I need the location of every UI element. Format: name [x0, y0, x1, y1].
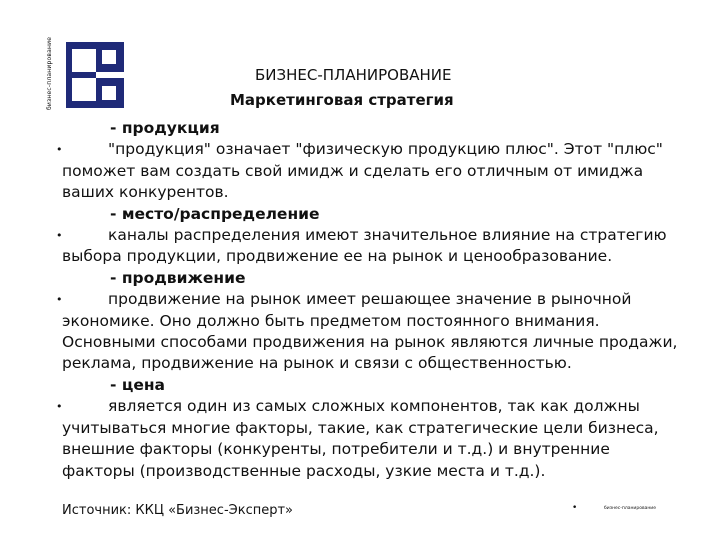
section-product [56, 118, 682, 204]
logo-vertical-text: бизнес-планирование [46, 36, 53, 110]
section-place [56, 204, 682, 268]
section-heading: - место/распределение [110, 204, 320, 223]
bullet-icon: • [56, 229, 63, 243]
section-text: "продукция" означает "физическую продукцию плюс". Этот "плюс" поможет вам создать свой имидж и сделать его отличным от имиджа ваших конкурентов. [62, 140, 663, 202]
section-text: продвижение на рынок имеет решающее значение в рыночной экономике. Оно должно быть предметом постоянного внимания. Основными способами продвижения на рынок являются личные продажи, реклама, продвижение на рынок и связи с общественностью. [62, 290, 678, 373]
content-body [56, 118, 682, 482]
bullet-icon: • [56, 143, 63, 157]
section-promotion [56, 268, 682, 375]
page-subtitle: Маркетинговая стратегия [230, 91, 454, 109]
section-price [56, 375, 682, 482]
section-paragraph [56, 225, 682, 268]
bullet-icon: • [56, 400, 63, 414]
footer-bullet-icon: • [572, 503, 578, 513]
section-heading: - продвижение [110, 268, 246, 287]
source-note: Источник: ККЦ «Бизнес-Эксперт» [62, 503, 293, 518]
section-paragraph [56, 396, 682, 482]
section-paragraph [56, 289, 682, 375]
section-paragraph [56, 139, 682, 203]
page-title: БИЗНЕС-ПЛАНИРОВАНИЕ [255, 66, 452, 84]
footer-label: бизнес-планирование [604, 506, 656, 511]
section-text: каналы распределения имеют значительное влияние на стратегию выбора продукции, продвижение ее на рынок и ценообразование. [62, 226, 667, 266]
section-heading: - продукция [110, 119, 220, 137]
section-text: является один из самых сложных компонентов, так как должны учитываться многие факторы, такие, как стратегические цели бизнеса, внешние факторы (конкуренты, потребители и т.д.) и внутренние факторы (производственные расходы, узкие места и т.д.). [62, 397, 659, 480]
bullet-icon: • [56, 293, 63, 307]
section-heading: - цена [110, 375, 165, 394]
logo-emblem [58, 42, 124, 108]
